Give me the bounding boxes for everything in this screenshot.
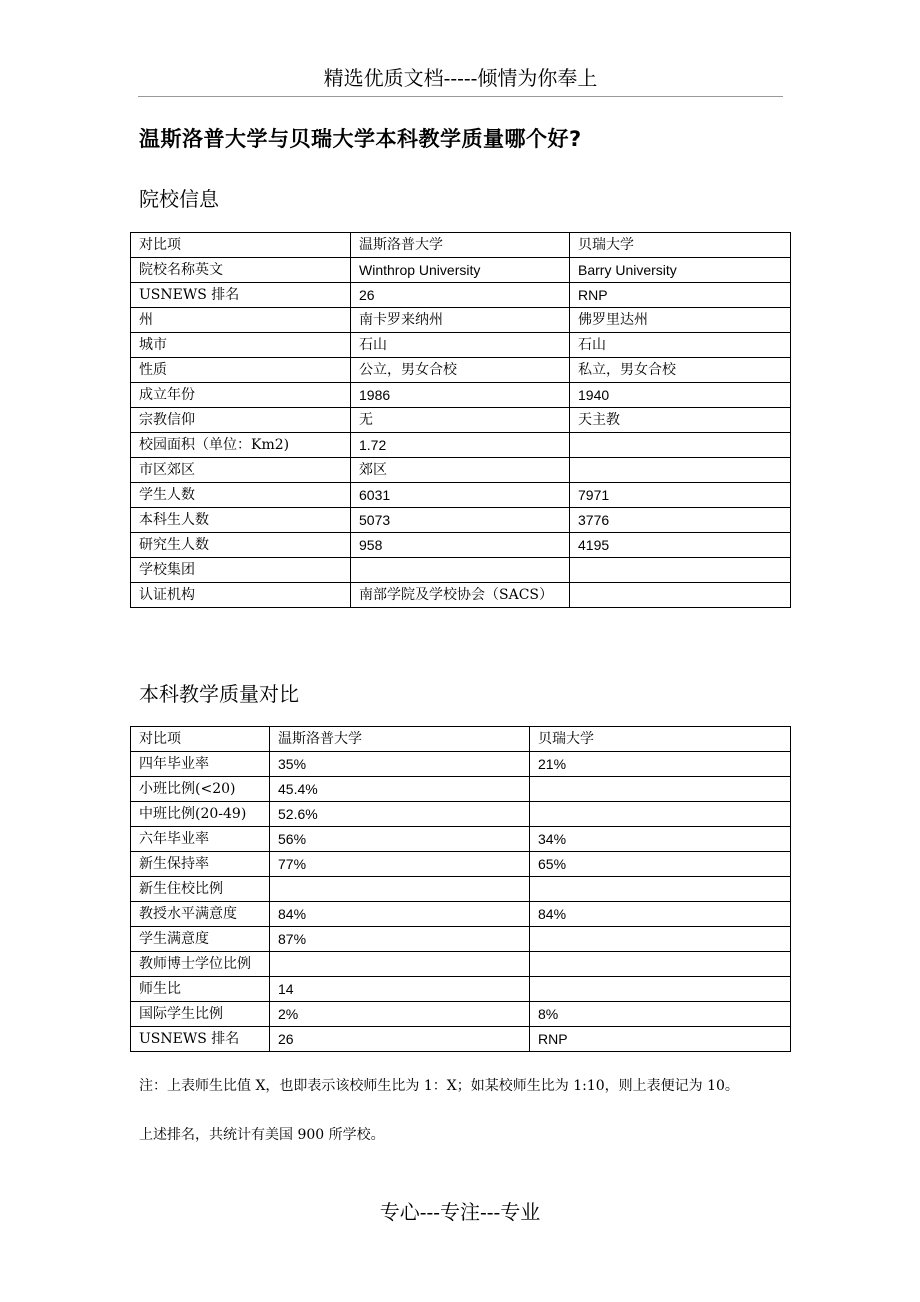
school-info-row [131,383,791,408]
school-info-row [131,533,791,558]
value-cell: 6031 [351,483,570,508]
value-cell: 8% [530,1002,791,1027]
school-info-row [131,433,791,458]
value-cell: 77% [270,852,530,877]
value-cell: 958 [351,533,570,558]
row-label-cell: 六年毕业率 [131,827,270,852]
row-label-cell: USNEWS 排名 [131,283,351,308]
row-label-cell: 宗教信仰 [131,408,351,433]
value-cell: 4195 [570,533,791,558]
value-cell [530,977,791,1002]
value-cell: 1986 [351,383,570,408]
row-label-cell: 学生满意度 [131,927,270,952]
value-cell [530,927,791,952]
row-label-cell: 认证机构 [131,583,351,608]
value-cell [530,877,791,902]
section-heading-school-info: 院校信息 [139,187,219,211]
column-header: 贝瑞大学 [570,233,791,258]
ratio-note: 注：上表师生比值 X，也即表示该校师生比为 1：X；如某校师生比为 1:10，则上表便记为 10。 [139,1078,739,1094]
teaching-quality-row [131,1002,791,1027]
value-cell: 7971 [570,483,791,508]
value-cell: 佛罗里达州 [570,308,791,333]
teaching-quality-row [131,802,791,827]
value-cell: 公立，男女合校 [351,358,570,383]
value-cell: 私立，男女合校 [570,358,791,383]
row-label-cell: 小班比例(<20) [131,777,270,802]
value-cell: 1940 [570,383,791,408]
value-cell: 84% [530,902,791,927]
column-header: 对比项 [131,233,351,258]
value-cell: 5073 [351,508,570,533]
row-label-cell: 市区郊区 [131,458,351,483]
row-label-cell: 研究生人数 [131,533,351,558]
value-cell: 87% [270,927,530,952]
school-info-row [131,508,791,533]
value-cell: 3776 [570,508,791,533]
row-label-cell: 教师博士学位比例 [131,952,270,977]
value-cell [270,877,530,902]
row-label-cell: 城市 [131,333,351,358]
school-info-row [131,283,791,308]
teaching-quality-row [131,827,791,852]
row-label-cell: 院校名称英文 [131,258,351,283]
teaching-quality-row [131,877,791,902]
value-cell [570,558,791,583]
row-label-cell: 新生住校比例 [131,877,270,902]
row-label-cell: 校园面积（单位：Km2) [131,433,351,458]
value-cell: 21% [530,752,791,777]
teaching-quality-row [131,927,791,952]
value-cell: 84% [270,902,530,927]
ranking-note: 上述排名，共统计有美国 900 所学校。 [139,1127,385,1143]
value-cell: Barry University [570,258,791,283]
row-label-cell: 性质 [131,358,351,383]
teaching-quality-table [130,726,791,1052]
value-cell: 45.4% [270,777,530,802]
row-label-cell: 四年毕业率 [131,752,270,777]
row-label-cell: 师生比 [131,977,270,1002]
value-cell: 石山 [351,333,570,358]
school-info-row [131,308,791,333]
value-cell [530,952,791,977]
row-label-cell: USNEWS 排名 [131,1027,270,1052]
column-header: 贝瑞大学 [530,727,791,752]
document-title: 温斯洛普大学与贝瑞大学本科教学质量哪个好? [139,127,582,151]
value-cell: 天主教 [570,408,791,433]
row-label-cell: 学生人数 [131,483,351,508]
row-label-cell: 成立年份 [131,383,351,408]
value-cell: 56% [270,827,530,852]
value-cell: RNP [530,1027,791,1052]
row-label-cell: 新生保持率 [131,852,270,877]
teaching-quality-row [131,777,791,802]
row-label-cell: 本科生人数 [131,508,351,533]
value-cell: 14 [270,977,530,1002]
value-cell: 南卡罗来纳州 [351,308,570,333]
value-cell: RNP [570,283,791,308]
value-cell: 1.72 [351,433,570,458]
school-info-row [131,258,791,283]
value-cell [530,802,791,827]
teaching-quality-row [131,977,791,1002]
value-cell [570,458,791,483]
page-header: 精选优质文档-----倾情为你奉上 [138,64,783,97]
school-info-row [131,333,791,358]
school-info-table [130,232,791,608]
school-info-row [131,408,791,433]
row-label-cell: 州 [131,308,351,333]
teaching-quality-row [131,1027,791,1052]
value-cell: 65% [530,852,791,877]
value-cell: 石山 [570,333,791,358]
value-cell [270,952,530,977]
value-cell: 26 [351,283,570,308]
value-cell: 南部学院及学校协会（SACS） [351,583,570,608]
teaching-quality-row [131,952,791,977]
row-label-cell: 国际学生比例 [131,1002,270,1027]
page-footer: 专心---专注---专业 [379,1200,541,1224]
section-heading-teaching-quality: 本科教学质量对比 [139,682,299,706]
value-cell: 35% [270,752,530,777]
value-cell [570,583,791,608]
school-info-row [131,458,791,483]
value-cell: 26 [270,1027,530,1052]
value-cell: Winthrop University [351,258,570,283]
row-label-cell: 学校集团 [131,558,351,583]
teaching-quality-row [131,852,791,877]
school-info-row [131,583,791,608]
teaching-quality-row [131,752,791,777]
teaching-quality-row [131,902,791,927]
value-cell [570,433,791,458]
school-info-row [131,558,791,583]
school-info-header-row [131,233,791,258]
row-label-cell: 中班比例(20-49) [131,802,270,827]
value-cell [351,558,570,583]
row-label-cell: 教授水平满意度 [131,902,270,927]
value-cell: 34% [530,827,791,852]
column-header: 对比项 [131,727,270,752]
value-cell [530,777,791,802]
value-cell: 无 [351,408,570,433]
school-info-row [131,358,791,383]
value-cell: 2% [270,1002,530,1027]
column-header: 温斯洛普大学 [351,233,570,258]
value-cell: 52.6% [270,802,530,827]
column-header: 温斯洛普大学 [270,727,530,752]
teaching-quality-header-row [131,727,791,752]
value-cell: 郊区 [351,458,570,483]
school-info-row [131,483,791,508]
